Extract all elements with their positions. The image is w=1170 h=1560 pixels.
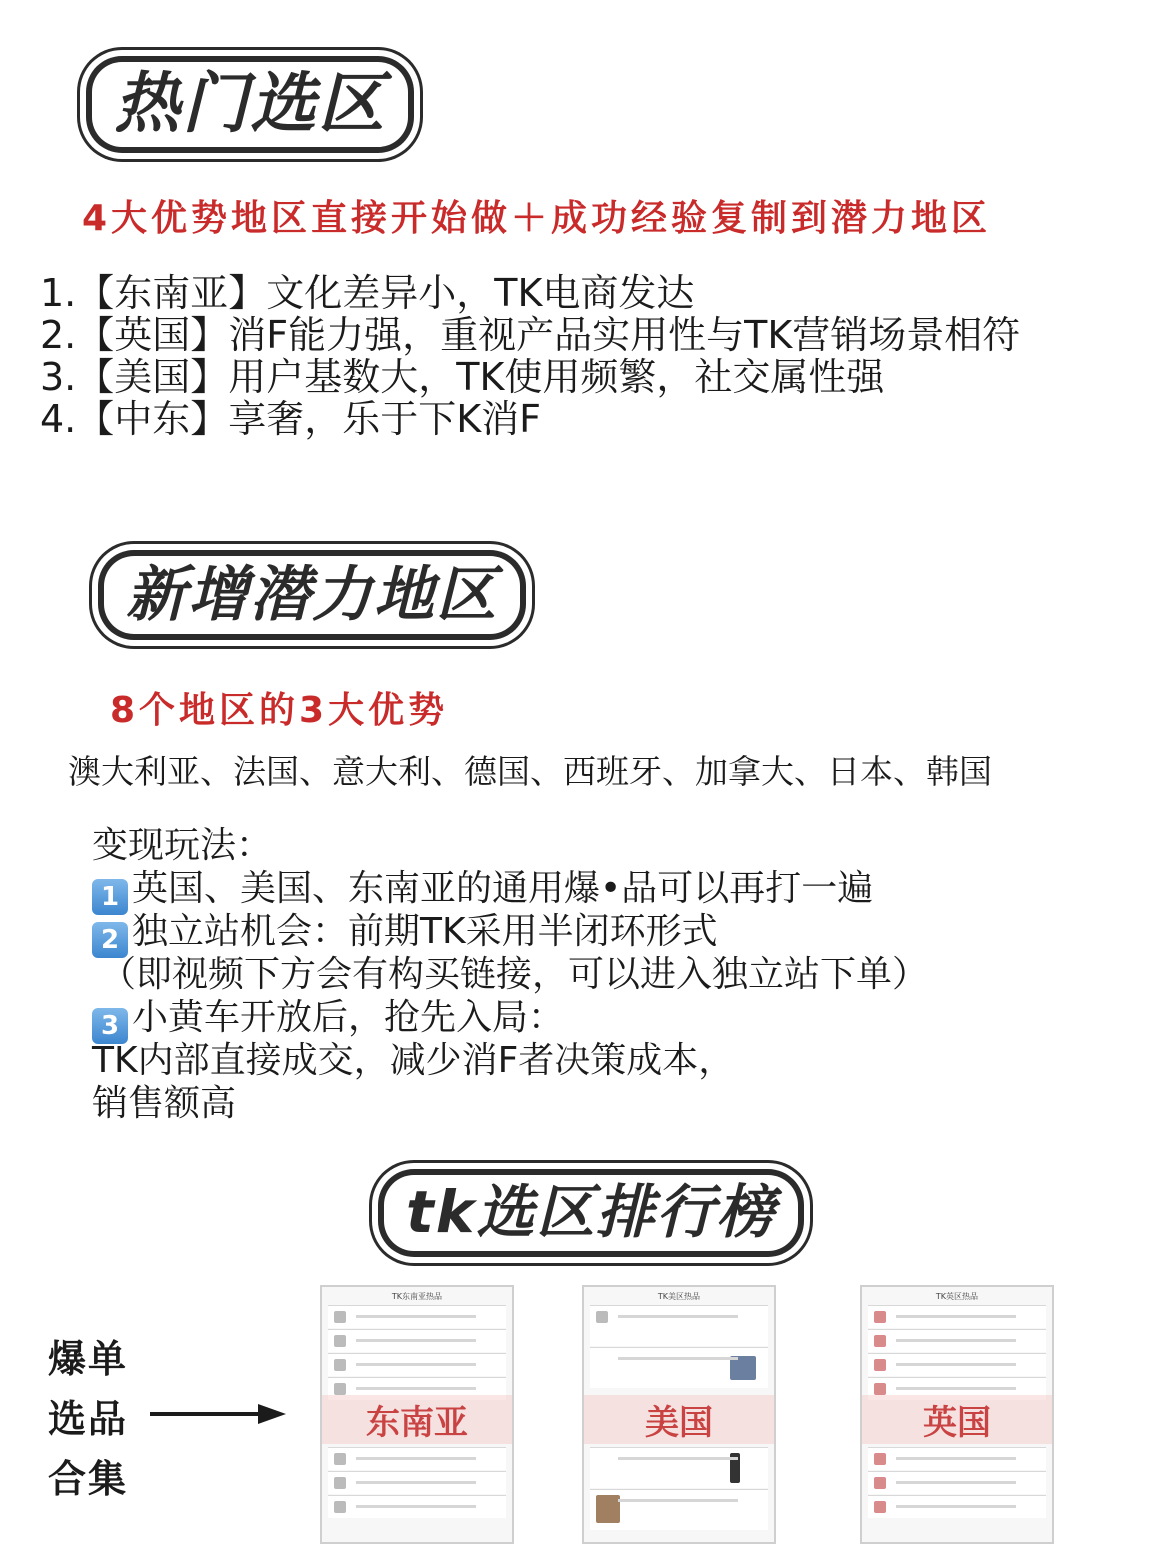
left-label-3: 合集	[48, 1457, 129, 1501]
left-label-1: 爆单	[48, 1337, 129, 1381]
thumbnail-title: TK英区热品	[935, 1292, 979, 1301]
thumbnail-region-label: 美国	[584, 1395, 774, 1444]
monetize-title: 变现玩法：	[92, 825, 273, 866]
ranking-title: tk选区排行榜	[384, 1175, 798, 1251]
thumbnail-title: TK东南亚热品	[391, 1292, 443, 1301]
hot-regions-title: 热门选区	[92, 62, 408, 147]
keycap-3-icon: 3	[92, 1008, 128, 1044]
thumbnail-region-label: 东南亚	[322, 1395, 512, 1444]
keycap-2-icon: 2	[92, 922, 128, 958]
thumbnail-sea	[320, 1285, 514, 1544]
potential-regions-subtitle: 8个地区的3大优势	[110, 690, 449, 731]
keycap-1-icon: 1	[92, 879, 128, 915]
left-label-2: 选品	[48, 1397, 129, 1441]
monetize-point-3-detail-2: 销售额高	[92, 1083, 237, 1124]
hot-region-item-2: 2.【英国】消F能力强，重视产品实用性与TK营销场景相符	[40, 313, 1021, 357]
hot-regions-subtitle: 4大优势地区直接开始做＋成功经验复制到潜力地区	[82, 198, 992, 239]
monetize-point-2-detail: （即视频下方会有构买链接，可以进入独立站下单）	[100, 954, 929, 995]
thumbnail-title: TK美区热品	[657, 1292, 701, 1301]
potential-regions-title: 新增潜力地区	[104, 556, 520, 634]
monetize-point-3: 3 小黄车开放后，抢先入局：	[92, 996, 564, 1044]
hot-region-item-1: 1.【东南亚】文化差异小，TK电商发达	[40, 271, 695, 315]
monetize-point-3-detail-1: TK内部直接成交，减少消F者决策成本，	[92, 1040, 735, 1081]
monetize-point-2: 2 独立站机会：前期TK采用半闭环形式	[92, 910, 718, 958]
thumbnail-us	[582, 1285, 776, 1544]
hot-region-item-3: 3.【美国】用户基数大，TK使用频繁，社交属性强	[40, 355, 885, 399]
thumbnail-uk	[860, 1285, 1054, 1544]
potential-region-list: 澳大利亚、法国、意大利、德国、西班牙、加拿大、日本、韩国	[68, 752, 992, 791]
monetize-point-1: 1 英国、美国、东南亚的通用爆•品可以再打一遍	[92, 867, 873, 915]
arrow-right-icon	[150, 1400, 290, 1430]
thumbnail-region-label: 英国	[862, 1395, 1052, 1444]
hot-region-item-4: 4.【中东】享奢，乐于下K消F	[40, 397, 542, 441]
